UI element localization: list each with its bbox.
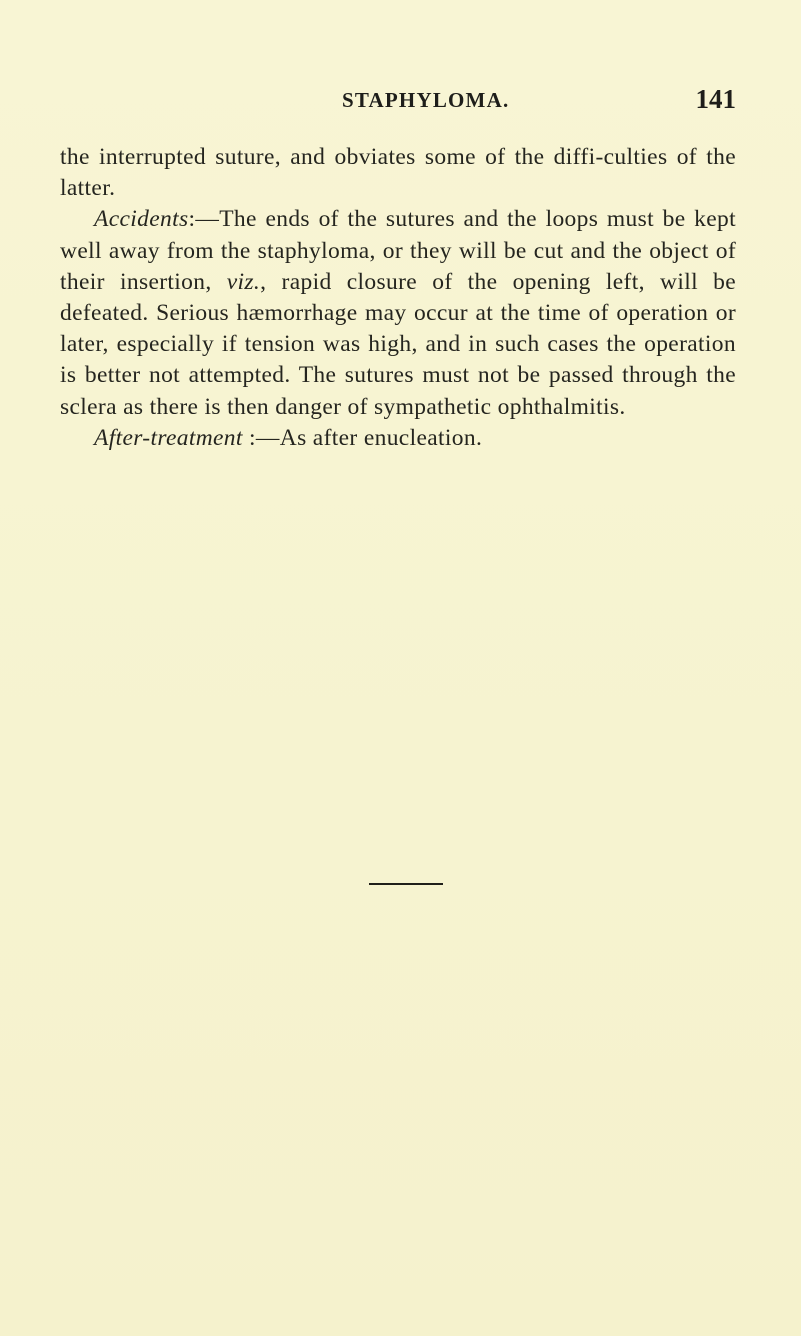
paragraph-suture xyxy=(60,142,736,204)
paragraph-after-treatment xyxy=(60,423,736,454)
after-treatment-heading: After-treatment xyxy=(94,424,243,451)
viz-abbreviation: viz. xyxy=(226,268,261,295)
paragraph-suture-text: the interrupted suture, and obviates some of the diffi-culties of the latter. xyxy=(60,144,736,202)
accidents-text-continued: , rapid closure of the opening left, will be defeated. Serious hæmorrhage may occur at the time of operation or later, especially if tension was high, and in such cases the operation is better not attempted. The sutures must not be passed through the sclera as there is then danger of sympathetic ophthalmitis. xyxy=(60,268,736,420)
running-head xyxy=(60,86,750,120)
page-number: 141 xyxy=(695,84,736,114)
running-title: STAPHYLOMA. xyxy=(342,88,510,112)
paragraph-accidents xyxy=(60,204,736,422)
body-text xyxy=(60,142,736,454)
accidents-heading: Accidents xyxy=(94,206,189,233)
accidents-text: :—The ends of the sutures and the loops must be kept well away from the staphyloma, or they will be cut and the object of their insertion, xyxy=(60,206,736,295)
section-divider xyxy=(369,883,443,885)
after-treatment-text: :—As after enucleation. xyxy=(249,424,483,451)
